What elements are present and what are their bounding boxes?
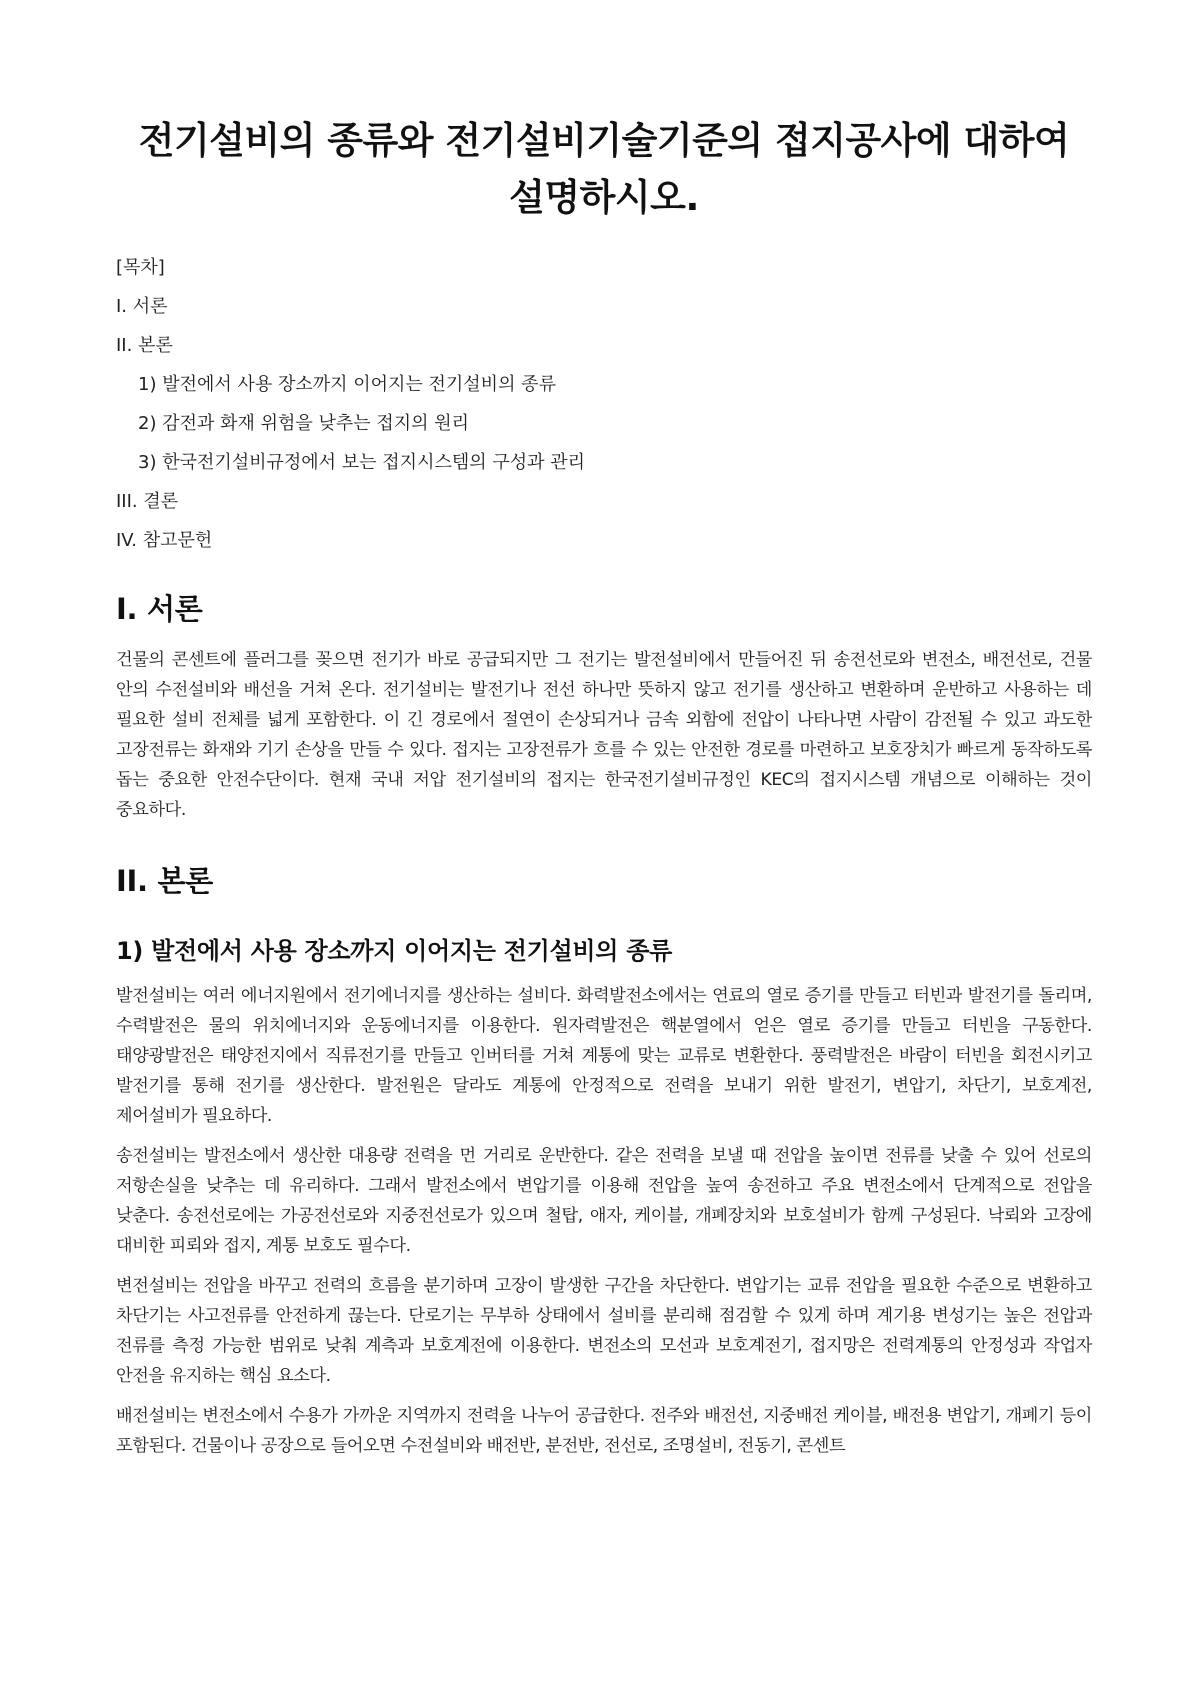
paragraph: 변전설비는 전압을 바꾸고 전력의 흐름을 분기하며 고장이 발생한 구간을 차단한다. 변압기는 교류 전압을 필요한 수준으로 변환하고 차단기는 사고전류를 안전하게 끊는다. 단로기는 무부하 상태에서 설비를 분리해 점검할 수 있게 하며 계기용 변성기는 높은 전압과 전류를 측정 가능한 범위로 낮춰 계측과 보호계전에 이용한다. 변전소의 모선과 보호계전기, 접지망은 전력계통의 안정성과 작업자 안전을 유지하는 핵심 요소다. [116, 1276, 1092, 1386]
toc-item-conclusion: III. 결론 [116, 491, 179, 512]
toc-item-references: IV. 참고문헌 [116, 530, 213, 551]
toc-heading: [목차] [116, 257, 165, 278]
table-of-contents [116, 256, 1092, 553]
document-title: 전기설비의 종류와 전기설비기술기준의 접지공사에 대하여 설명하시오. [138, 119, 1070, 219]
section-heading: II. 본론 [116, 864, 213, 898]
section-body [116, 863, 1092, 1461]
section-introduction [116, 591, 1092, 825]
toc-item-body-2: 2) 감전과 화재 위험을 낮추는 접지의 원리 [138, 413, 470, 434]
paragraph: 배전설비는 변전소에서 수용가 가까운 지역까지 전력을 나누어 공급한다. 전주와 배전선, 지중배전 케이블, 배전용 변압기, 개폐기 등이 포함된다. 건물이나 공장으로 들어오면 수전설비와 배전반, 분전반, 전선로, 조명설비, 전동기, 콘센트 [116, 1406, 1092, 1456]
paragraph: 건물의 콘센트에 플러그를 꽂으면 전기가 바로 공급되지만 그 전기는 발전설비에서 만들어진 뒤 송전선로와 변전소, 배전선로, 건물 안의 수전설비와 배선을 거쳐 온다. 전기설비는 발전기나 전선 하나만 뜻하지 않고 전기를 생산하고 변환하며 운반하고 사용하는 데 필요한 설비 전체를 넓게 포함한다. 이 긴 경로에서 절연이 손상되거나 금속 외함에 전압이 나타나면 사람이 감전될 수 있고 과도한 고장전류는 화재와 기기 손상을 만들 수 있다. 접지는 고장전류가 흐를 수 있는 안전한 경로를 마련하고 보호장치가 빠르게 동작하도록 돕는 중요한 안전수단이다. 현재 국내 저압 전기설비의 접지는 한국전기설비규정인 KEC의 접지시스템 개념으로 이해하는 것이 중요하다. [116, 650, 1092, 820]
toc-item-body-1: 1) 발전에서 사용 장소까지 이어지는 전기설비의 종류 [138, 374, 556, 395]
paragraph: 발전설비는 여러 에너지원에서 전기에너지를 생산하는 설비다. 화력발전소에서는 연료의 열로 증기를 만들고 터빈과 발전기를 돌리며, 수력발전은 물의 위치에너지와 운동에너지를 이용한다. 원자력발전은 핵분열에서 얻은 열로 증기를 만들고 터빈을 구동한다. 태양광발전은 태양전지에서 직류전기를 만들고 인버터를 거쳐 계통에 맞는 교류로 변환한다. 풍력발전은 바람이 터빈을 회전시키고 발전기를 통해 전기를 생산한다. 발전원은 달라도 계통에 안정적으로 전력을 보내기 위한 발전기, 변압기, 차단기, 보호계전, 제어설비가 필요하다. [116, 986, 1092, 1126]
section-heading: I. 서론 [116, 592, 203, 626]
toc-item-introduction: I. 서론 [116, 296, 168, 317]
toc-item-body-3: 3) 한국전기설비규정에서 보는 접지시스템의 구성과 관리 [138, 452, 586, 473]
subsection-heading: 1) 발전에서 사용 장소까지 이어지는 전기설비의 종류 [116, 937, 672, 965]
paragraph: 송전설비는 발전소에서 생산한 대용량 전력을 먼 거리로 운반한다. 같은 전력을 보낼 때 전압을 높이면 전류를 낮출 수 있어 선로의 저항손실을 낮추는 데 유리하다. 그래서 발전소에서 변압기를 이용해 전압을 높여 송전하고 주요 변전소에서 단계적으로 전압을 낮춘다. 송전선로에는 가공전선로와 지중전선로가 있으며 철탑, 애자, 케이블, 개폐장치와 보호설비가 함께 구성된다. 낙뢰와 고장에 대비한 피뢰와 접지, 계통 보호도 필수다. [116, 1146, 1092, 1256]
toc-item-body: II. 본론 [116, 335, 173, 356]
